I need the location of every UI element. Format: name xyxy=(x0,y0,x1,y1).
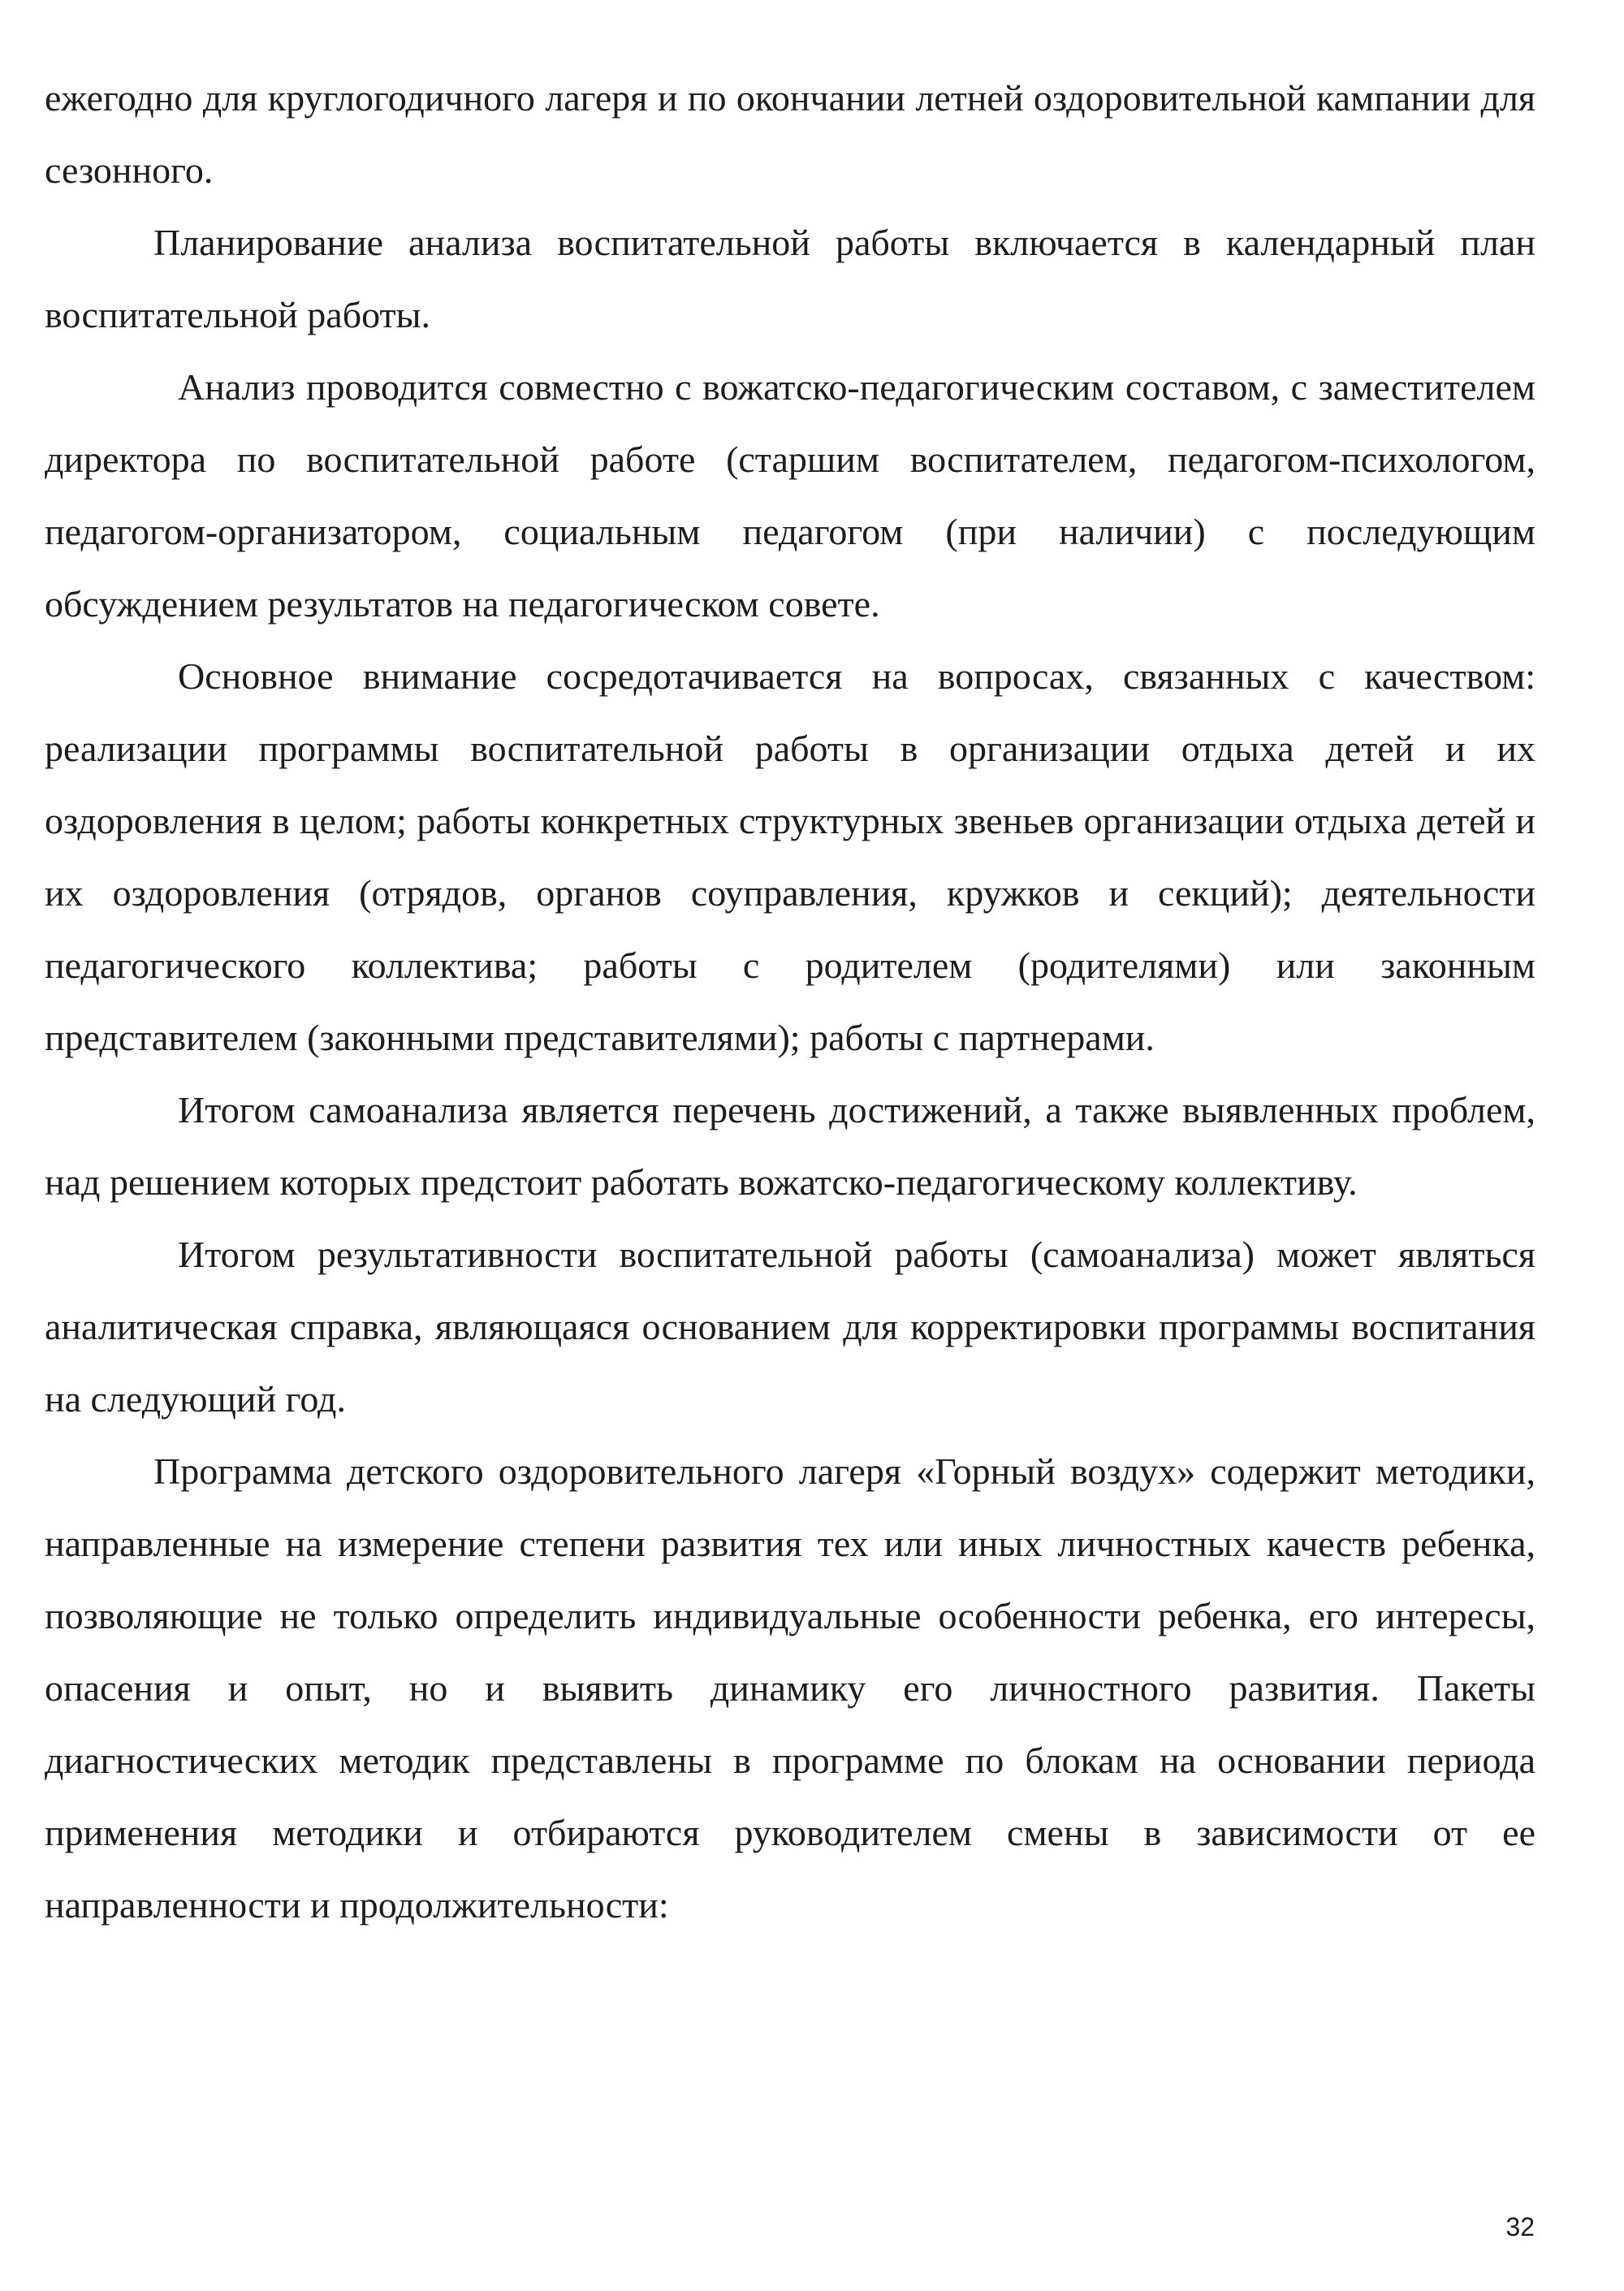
paragraph-self-analysis-result: Итогом самоанализа является перечень достижений, а также выявленных проблем, над решением которых предстоит работать вожатско-педагогическому коллективу. xyxy=(45,1089,1535,1203)
paragraph-effectiveness: Итогом результативности воспитательной работы (самоанализа) может являться аналитическая справка, являющаяся основанием для корректировки программы воспитания на следующий год. xyxy=(45,1234,1535,1420)
paragraph-continuation: ежегодно для круглогодичного лагеря и по окончании летней оздоровительной кампании для сезонного. xyxy=(45,77,1535,191)
paragraph-camp-program: Программа детского оздоровительного лагеря «Горный воздух» содержит методики, направленные на измерение степени развития тех или иных личностных качеств ребенка, позволяющие не только определить индивидуальные особенности ребенка, его интересы, опасения и опыт, но и выявить динамику его личностного развития. Пакеты диагностических методик представлены в программе по блокам на основании периода применения методики и отбираются руководителем смены в зависимости от ее направленности и продолжительности: xyxy=(45,1450,1535,1926)
paragraph-main-attention: Основное внимание сосредотачивается на вопросах, связанных с качеством: реализации программы воспитательной работы в организации отдыха детей и их оздоровления в целом; работы конкретных структурных звеньев организации отдыха детей и их оздоровления (отрядов, органов соуправления, кружков и секций); деятельности педагогического коллектива; работы с родителем (родителями) или законным представителем (законными представителями); работы с партнерами. xyxy=(45,655,1535,1058)
paragraph-analysis: Анализ проводится совместно с вожатско-педагогическим составом, с заместителем директора по воспитательной работе (старшим воспитателем, педагогом-психологом, педагогом-организатором, социальным педагогом (при наличии) с последующим обсуждением результатов на педагогическом совете. xyxy=(45,366,1535,625)
document-body xyxy=(45,62,1535,1941)
paragraph-planning: Планирование анализа воспитательной работы включается в календарный план воспитательной работы. xyxy=(45,222,1535,335)
page-number: 32 xyxy=(1505,2212,1535,2241)
